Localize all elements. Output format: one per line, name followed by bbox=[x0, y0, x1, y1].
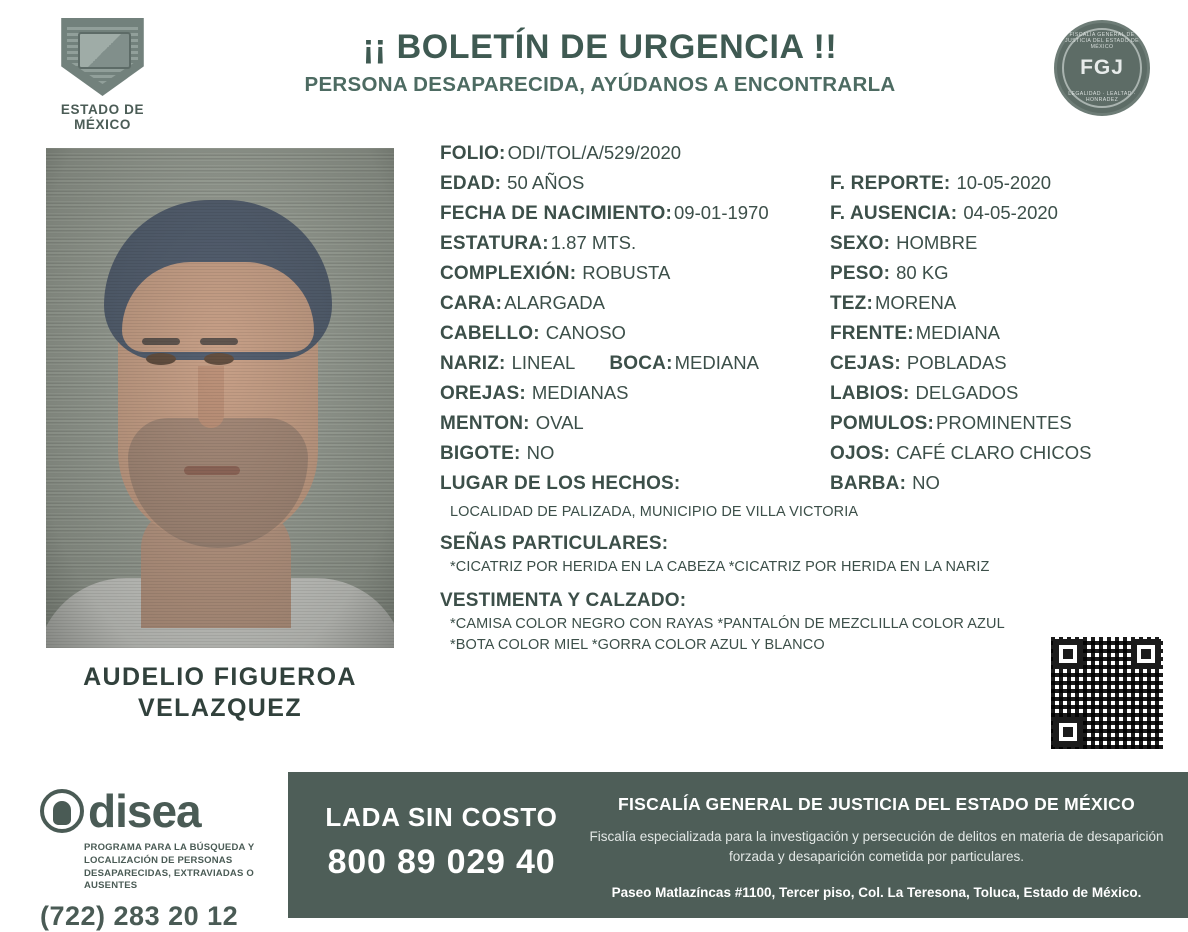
labios-value: DELGADOS bbox=[915, 382, 1019, 403]
fecha-nacimiento-value: 09-01-1970 bbox=[674, 202, 769, 223]
qr-finder-top-right bbox=[1131, 639, 1161, 669]
boca-label: BOCA: bbox=[609, 353, 673, 374]
cejas-value: POBLADAS bbox=[906, 352, 1007, 373]
detail-row-cabello bbox=[440, 322, 1140, 345]
nariz-value: LINEAL bbox=[511, 352, 576, 373]
fgj-ring-top-text: FISCALÍA GENERAL DE JUSTICIA DEL ESTADO DE MÉXICO bbox=[1065, 32, 1139, 50]
odisea-wordmark: disea bbox=[88, 785, 201, 837]
labios-label: LABIOS: bbox=[830, 383, 910, 404]
missing-person-photo bbox=[46, 148, 394, 648]
qr-finder-top-left bbox=[1053, 639, 1083, 669]
vestimenta-value: *CAMISA COLOR NEGRO CON RAYAS *PANTALÓN DE MEZCLILLA COLOR AZUL *BOTA COLOR MIEL *GORRA COLOR AZUL Y BLANCO bbox=[450, 616, 1005, 654]
lada-number: 800 89 029 40 bbox=[327, 843, 556, 881]
page-subtitle: PERSONA DESAPARECIDA, AYÚDANOS A ENCONTRARLA bbox=[304, 73, 896, 96]
lugar-hechos-label: LUGAR DE LOS HECHOS: bbox=[440, 473, 681, 494]
page-title: ¡¡ BOLETÍN DE URGENCIA !! bbox=[362, 28, 838, 66]
senas-label: SEÑAS PARTICULARES: bbox=[440, 533, 669, 555]
estado-de-mexico-crest bbox=[40, 18, 165, 132]
crest-caption: ESTADO DE MÉXICO bbox=[60, 102, 145, 132]
orejas-value: MEDIANAS bbox=[531, 382, 629, 403]
fecha-reporte-value: 10-05-2020 bbox=[956, 172, 1052, 193]
cabello-label: CABELLO: bbox=[440, 323, 540, 344]
barba-value: NO bbox=[912, 472, 940, 493]
barba-label: BARBA: bbox=[830, 473, 907, 494]
fgj-logo-text: FGJ bbox=[1080, 56, 1124, 79]
folio-value: ODI/TOL/A/529/2020 bbox=[507, 142, 682, 163]
detail-row-nacimiento bbox=[440, 202, 1140, 225]
fecha-nacimiento-label: FECHA DE NACIMIENTO: bbox=[440, 203, 672, 224]
person-name: AUDELIO FIGUEROA VELAZQUEZ bbox=[83, 663, 357, 723]
fgj-ring-bottom-text: LEGALIDAD · LEALTAD · HONRADEZ bbox=[1068, 91, 1136, 103]
detail-row-nariz-boca bbox=[440, 352, 1140, 375]
fgj-logo-inner bbox=[1062, 28, 1142, 108]
cabello-value: CANOSO bbox=[545, 322, 626, 343]
peso-value: 80 KG bbox=[896, 262, 949, 283]
pomulos-value: PROMINENTES bbox=[936, 412, 1072, 433]
odisea-tagline: PROGRAMA PARA LA BÚSQUEDA Y LOCALIZACIÓN DE PERSONAS DESAPARECIDAS, EXTRAVIADAS O AUSENTES bbox=[84, 842, 255, 892]
footer bbox=[0, 772, 1188, 932]
sexo-value: HOMBRE bbox=[896, 232, 978, 253]
pomulos-label: POMULOS: bbox=[830, 413, 934, 434]
qr-finder-bottom-left bbox=[1053, 717, 1083, 747]
complexion-label: COMPLEXIÓN: bbox=[440, 263, 577, 284]
header-titles bbox=[190, 28, 1010, 97]
fecha-reporte-label: F. REPORTE: bbox=[830, 173, 951, 194]
detail-row-edad bbox=[440, 172, 1140, 195]
fiscalia-description: Fiscalía especializada para la investigación y persecución de delitos en materia de desaparición forzada y desaparición cometida por particulares. bbox=[589, 829, 1164, 865]
cara-label: CARA: bbox=[440, 293, 503, 314]
ojos-label: OJOS: bbox=[830, 443, 891, 464]
detail-row-cara bbox=[440, 292, 1140, 315]
fecha-ausencia-value: 04-05-2020 bbox=[963, 202, 1058, 223]
bigote-label: BIGOTE: bbox=[440, 443, 521, 464]
detail-row-complexion bbox=[440, 262, 1140, 285]
odisea-logo bbox=[40, 784, 290, 838]
odisea-phone: (722) 283 20 12 bbox=[40, 901, 239, 932]
edad-value: 50 AÑOS bbox=[507, 172, 585, 193]
senas-particulares-block bbox=[440, 533, 1140, 578]
header bbox=[0, 0, 1188, 130]
lada-title: LADA SIN COSTO bbox=[325, 802, 558, 832]
lugar-hechos-value: LOCALIDAD DE PALIZADA, MUNICIPIO DE VILLA VICTORIA bbox=[450, 504, 859, 520]
detail-row-estatura bbox=[440, 232, 1140, 255]
footer-bar bbox=[288, 772, 1188, 918]
menton-label: MENTON: bbox=[440, 413, 530, 434]
ojos-value: CAFÉ CLARO CHICOS bbox=[896, 442, 1092, 463]
detail-row-folio bbox=[440, 142, 1140, 165]
lugar-hechos-block bbox=[440, 502, 1140, 523]
fiscalia-address: Paseo Matlazíncas #1100, Tercer piso, Col. La Teresona, Toluca, Estado de México. bbox=[611, 884, 1142, 900]
fgj-logo bbox=[1054, 20, 1150, 116]
cejas-label: CEJAS: bbox=[830, 353, 901, 374]
tez-label: TEZ: bbox=[830, 293, 874, 314]
senas-value: *CICATRIZ POR HERIDA EN LA CABEZA *CICATRIZ POR HERIDA EN LA NARIZ bbox=[450, 559, 990, 576]
cara-value: ALARGADA bbox=[504, 292, 605, 313]
photo-vignette bbox=[46, 148, 394, 648]
fecha-ausencia-label: F. AUSENCIA: bbox=[830, 203, 958, 224]
person-details bbox=[440, 142, 1140, 656]
estatura-value: 1.87 MTS. bbox=[550, 232, 637, 253]
frente-label: FRENTE: bbox=[830, 323, 914, 344]
complexion-value: ROBUSTA bbox=[582, 262, 671, 283]
peso-label: PESO: bbox=[830, 263, 891, 284]
odisea-person-icon bbox=[40, 789, 84, 833]
boca-value: MEDIANA bbox=[674, 352, 759, 373]
menton-value: OVAL bbox=[535, 412, 584, 433]
detail-row-hechos-barba bbox=[440, 472, 1140, 495]
detail-row-orejas bbox=[440, 382, 1140, 405]
fiscalia-title: FISCALÍA GENERAL DE JUSTICIA DEL ESTADO DE MÉXICO bbox=[617, 794, 1136, 814]
qr-code[interactable] bbox=[1051, 637, 1163, 749]
fiscalia-block bbox=[583, 772, 1188, 918]
coat-of-arms-icon bbox=[60, 18, 146, 96]
nariz-label: NARIZ: bbox=[440, 353, 506, 374]
sexo-label: SEXO: bbox=[830, 233, 891, 254]
edad-label: EDAD: bbox=[440, 173, 502, 194]
orejas-label: OREJAS: bbox=[440, 383, 526, 404]
folio-label: FOLIO: bbox=[440, 143, 506, 164]
detail-row-bigote bbox=[440, 442, 1140, 465]
lada-block bbox=[288, 772, 583, 918]
estatura-label: ESTATURA: bbox=[440, 233, 549, 254]
bigote-value: NO bbox=[526, 442, 555, 463]
tez-value: MORENA bbox=[875, 292, 957, 313]
detail-row-menton bbox=[440, 412, 1140, 435]
vestimenta-label: VESTIMENTA Y CALZADO: bbox=[440, 590, 687, 612]
frente-value: MEDIANA bbox=[915, 322, 1001, 343]
vestimenta-block bbox=[440, 590, 1140, 656]
odisea-brand bbox=[40, 784, 290, 932]
